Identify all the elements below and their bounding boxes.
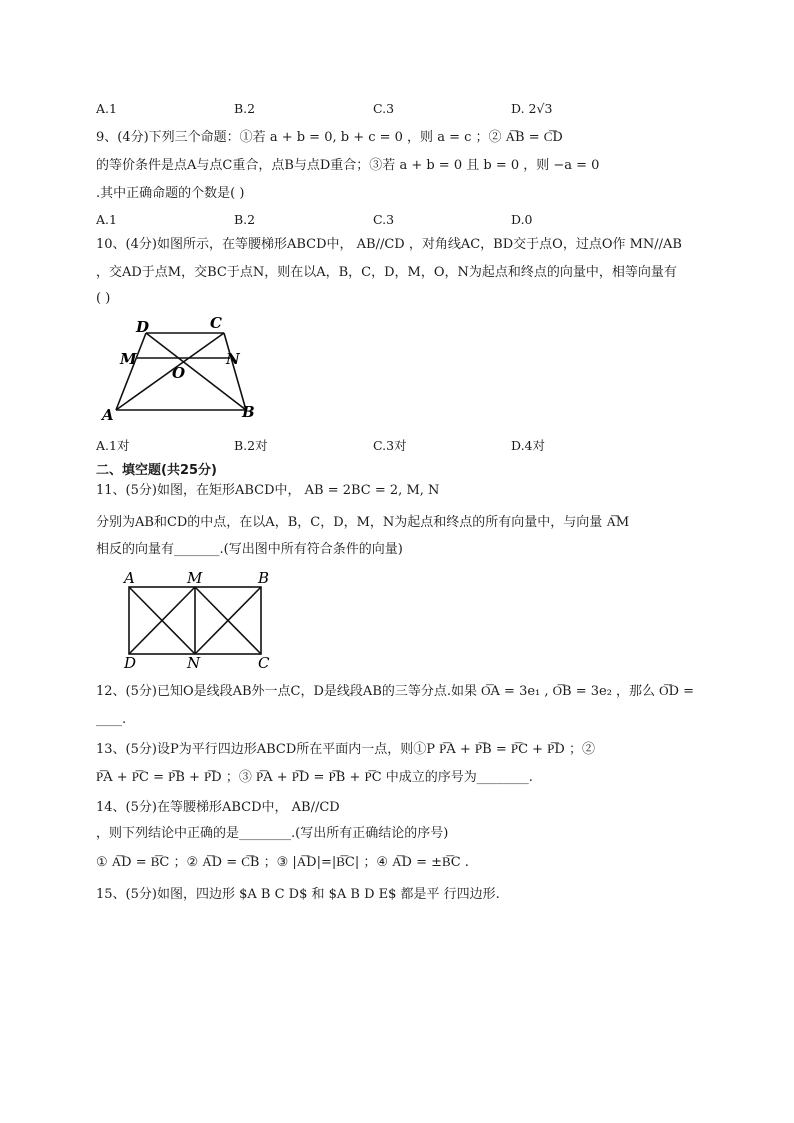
trapezoid-figure <box>96 310 276 428</box>
rectangle-label-c: C <box>258 654 270 670</box>
trapezoid-label-o: O <box>172 364 186 382</box>
rectangle-label-d: D <box>124 654 137 670</box>
q8-option-a: A.1 <box>96 101 117 116</box>
rectangle-label-n: N <box>187 654 201 670</box>
q9-option-b: B.2 <box>234 212 256 227</box>
trapezoid-label-a: A <box>102 406 114 424</box>
q11-line-3: 相反的向量有_______.(写出图中所有符合条件的向量) <box>96 542 403 557</box>
trapezoid-label-m: M <box>120 350 137 368</box>
q9-line-2: 的等价条件是点A与点C重合，点B与点D重合；③若 a + b = 0 且 b = 0 ，则 −a = 0 <box>96 158 600 173</box>
q13-line-2: P͞A + P͞C = P͞B + P͞D ；③ P͞A + P͞D = P͞B + P͞C 中成立的序号为________. <box>96 770 533 785</box>
q10-option-a: A.1对 <box>96 438 130 453</box>
trapezoid-label-c: C <box>210 314 222 332</box>
trapezoid-label-n: N <box>226 350 240 368</box>
q14-line-1: 14、(5分)在等腰梯形ABCD中， AB//CD <box>96 800 340 815</box>
q10-option-b: B.2对 <box>234 438 268 453</box>
rectangle-label-a: A <box>124 569 135 587</box>
q10-line-3: ( ) <box>96 291 111 306</box>
q9-option-c: C.3 <box>373 212 395 227</box>
q8-option-d: D. 2√3 <box>511 101 553 116</box>
q9-line-3: .其中正确命题的个数是( ) <box>96 186 245 201</box>
q14-line-3: ① A͞D = B͞C ；② A͞D = C͞B ；③ |A͞D|=|B͞C| ；④ A͞D = ±B͞C . <box>96 855 469 870</box>
q10-option-c: C.3对 <box>373 438 407 453</box>
q11-line-2: 分别为AB和CD的中点，在以A，B，C，D，M，N为起点和终点的所有向量中，与向量 A͞M <box>96 515 630 530</box>
q14-line-2: ，则下列结论中正确的是________.(写出所有正确结论的序号) <box>96 826 449 841</box>
q9-option-d: D.0 <box>511 212 533 227</box>
q12-line-1: 12、(5分)已知O是线段AB外一点C，D是线段AB的三等分点.如果 O͞A = 3e₁ , O͞B = 3e₂ ，那么 O͞D = <box>96 684 695 699</box>
q10-option-d: D.4对 <box>511 438 546 453</box>
section-2-title: 二、填空题(共25分) <box>96 463 217 478</box>
rectangle-label-m: M <box>187 569 203 587</box>
q13-line-1: 13、(5分)设P为平行四边形ABCD所在平面内一点，则①P P͞A + P͞B = P͞C + P͞D ；② <box>96 742 595 757</box>
rectangle-figure <box>118 566 280 670</box>
q15-line-1: 15、(5分)如图，四边形 $A B C D$ 和 $A B D E$ 都是平 行四边形. <box>96 887 500 902</box>
q9-option-a: A.1 <box>96 212 117 227</box>
rectangle-label-b: B <box>258 569 270 587</box>
q12-line-2: ____. <box>96 712 127 727</box>
q10-line-1: 10、(4分)如图所示，在等腰梯形ABCD中， AB//CD ，对角线AC，BD交于点O，过点O作 MN//AB <box>96 237 682 252</box>
q8-option-c: C.3 <box>373 101 395 116</box>
trapezoid-label-b: B <box>242 403 255 421</box>
q8-option-b: B.2 <box>234 101 256 116</box>
trapezoid-label-d: D <box>136 318 150 336</box>
q11-line-1: 11、(5分)如图，在矩形ABCD中， AB = 2BC = 2, M, N <box>96 483 440 498</box>
q9-line-1: 9、(4分)下列三个命题：①若 a + b = 0, b + c = 0 ，则 a = c ；② A͞B = C͞D <box>96 130 563 145</box>
q10-line-2: ，交AD于点M，交BC于点N，则在以A，B，C，D，M，O，N为起点和终点的向量中，相等向量有 <box>96 265 677 280</box>
